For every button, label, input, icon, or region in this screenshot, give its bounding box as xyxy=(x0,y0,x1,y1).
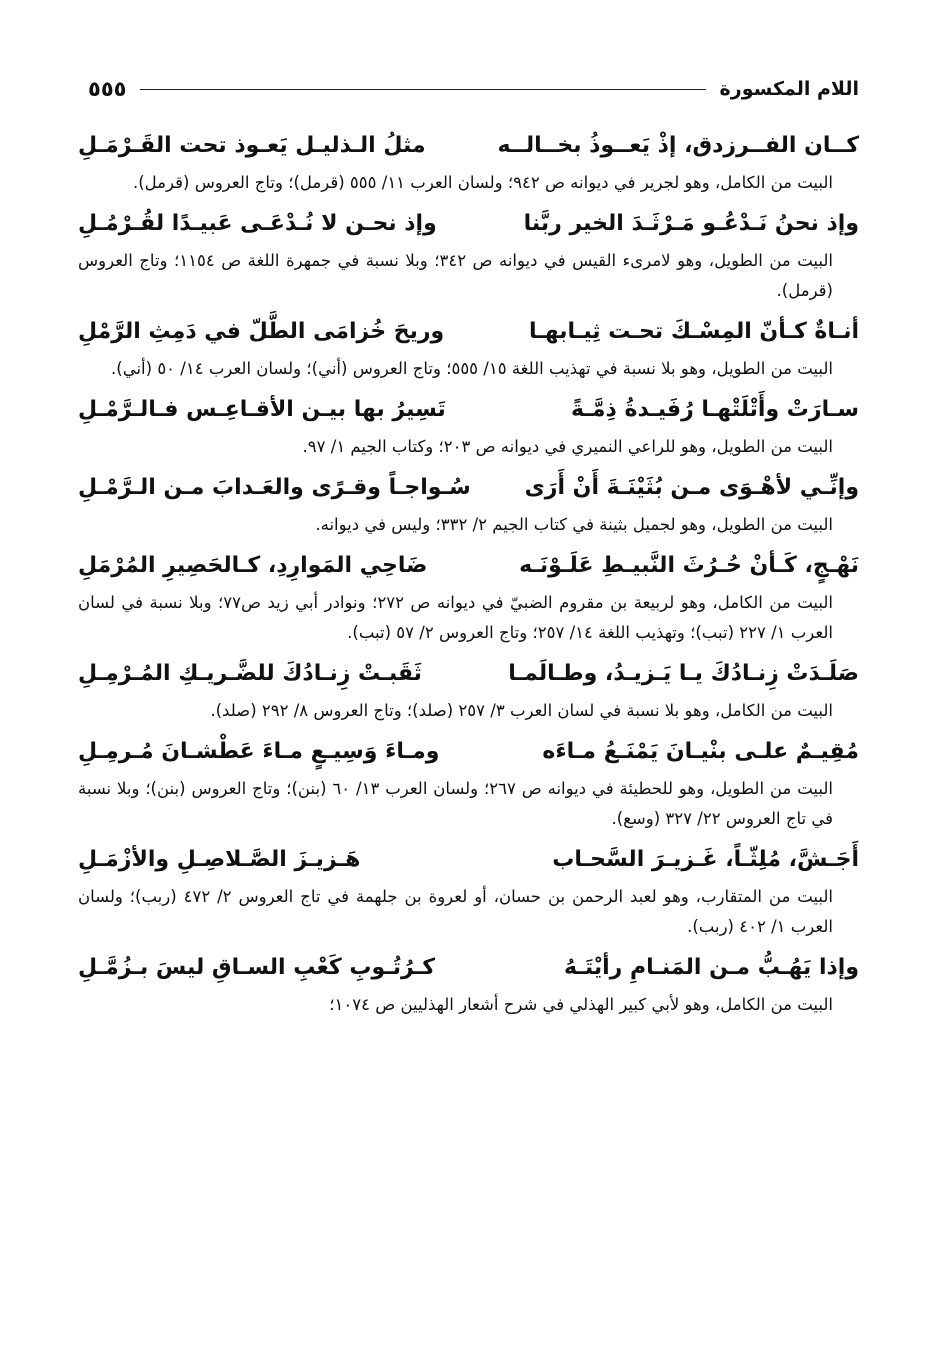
verse-entry xyxy=(78,946,859,1020)
verse-entry xyxy=(78,838,859,942)
verse-line xyxy=(78,946,859,990)
verse-entry xyxy=(78,652,859,726)
verse-note: البيت من الكامل، وهو لجرير في ديوانه ص ٩٤٢؛ ولسان العرب ١١/ ٥٥٥ (قرمل)؛ وتاج العروس (قرمل). xyxy=(133,173,833,192)
verse-line xyxy=(78,124,859,168)
second-hemistich: وإذ نحـن لا نُـدْعَـى عَبيـدًا لقُـرْمُـلِ xyxy=(78,211,437,236)
verse-line xyxy=(78,388,859,432)
first-hemistich: أَجَـشَّ، مُلِثّـاً، غَـزيـرَ السَّحـاب xyxy=(552,847,859,872)
first-hemistich: كــان الفــرزدق، إذْ يَعــوذُ بخــالــه xyxy=(497,133,859,158)
second-hemistich: هَـزيـزَ الصَّـلاصِـلِ والأزْمَـلِ xyxy=(78,847,361,872)
second-hemistich: كـرُتُـوبِ كَعْبِ السـاقِ ليسَ بـزُمَّـلِ xyxy=(78,955,436,980)
first-hemistich: وإذا يَهُـبُّ مـن المَنـامِ رأيْتَـهُ xyxy=(564,955,859,980)
verse-note: البيت من الكامل، وهو لربيعة بن مقروم الضبيّ في ديوانه ص ٢٧٢؛ ونوادر أبي زيد ص٧٧؛ وبلا نسبة في لسان العرب ١/ ٢٢٧ (تبب)؛ وتهذيب اللغة ١٤/ ٢٥٧؛ وتاج العروس ٢/ ٥٧ (تبب). xyxy=(78,593,833,642)
second-hemistich: ثَقَبـتْ زِنـادُكَ للضَّـريـكِ المُـرْمِـلِ xyxy=(78,661,422,686)
header-rule xyxy=(140,89,705,90)
verse-entry xyxy=(78,310,859,384)
page-header xyxy=(88,72,859,106)
first-hemistich: نَهْـجٍ، كَـأنْ حُـرُثَ النَّبيـطِ عَلَـوْنَـه xyxy=(519,553,859,578)
verse-line xyxy=(78,730,859,774)
second-hemistich: مثلُ الـذليـل يَعـوذ تحت القَـرْمَـلِ xyxy=(78,133,426,158)
verse-line xyxy=(78,310,859,354)
verse-line xyxy=(78,544,859,588)
verse-note: البيت من الطويل، وهو لامرىء القيس في ديوانه ص ٣٤٢؛ وبلا نسبة في جمهرة اللغة ص ١١٥٤؛ وتاج العروس (قرمل). xyxy=(78,251,833,300)
verse-note: البيت من الطويل، وهو للحطيئة في ديوانه ص ٢٦٧؛ ولسان العرب ١٣/ ٦٠ (بنن)؛ وتاج العروس (بنن)؛ وبلا نسبة في تاج العروس ٢٢/ ٣٢٧ (وسع). xyxy=(78,779,833,828)
verse-entry xyxy=(78,466,859,540)
first-hemistich: وإنِّـي لأهْـوَى مـن بُثَيْنَـةَ أَنْ أَرَى xyxy=(524,475,859,500)
verse-entry xyxy=(78,202,859,306)
first-hemistich: أنـاةٌ كـأنّ المِسْـكَ تحـت ثِيـابهـا xyxy=(528,319,859,344)
verse-entry xyxy=(78,544,859,648)
verse-note: البيت من الطويل، وهو للراعي النميري في ديوانه ص ٢٠٣؛ وكتاب الجيم ١/ ٩٧. xyxy=(302,437,833,456)
verse-line xyxy=(78,652,859,696)
verse-line xyxy=(78,466,859,510)
verse-entry xyxy=(78,124,859,198)
verse-note: البيت من الكامل، وهو بلا نسبة في لسان العرب ٣/ ٢٥٧ (صلد)؛ وتاج العروس ٨/ ٢٩٢ (صلد). xyxy=(210,701,833,720)
second-hemistich: ومـاءَ وَسِيـعٍ مـاءَ عَطْشـانَ مُـرمِـلِ xyxy=(78,739,440,764)
chapter-title: اللام المكسورة xyxy=(719,78,859,100)
verse-note: البيت من المتقارب، وهو لعبد الرحمن بن حسان، أو لعروة بن جلهمة في تاج العروس ٢/ ٤٧٢ (ربب)؛ ولسان العرب ١/ ٤٠٢ (ربب). xyxy=(78,887,833,936)
first-hemistich: سـارَتْ وأَتْلَتْهـا رُفَيـدةُ ذِمَّـةً xyxy=(571,397,859,422)
second-hemistich: وريحَ خُزامَى الطَّلّ في دَمِثِ الرَّمْلِ xyxy=(78,319,445,344)
first-hemistich: مُقِيـمٌ علـى بنْيـانَ يَمْنَـعُ مـاءَه xyxy=(542,739,859,764)
verse-entry xyxy=(78,730,859,834)
verse-line xyxy=(78,202,859,246)
verse-note: البيت من الكامل، وهو لأبي كبير الهذلي في شرح أشعار الهذليين ص ١٠٧٤؛ xyxy=(329,995,833,1014)
second-hemistich: ضَاحِي المَوارِدِ، كـالحَصِيرِ المُرْمَلِ xyxy=(78,553,428,578)
verse-line xyxy=(78,838,859,882)
page-number: ٥٥٥ xyxy=(88,77,127,101)
verse-note: البيت من الطويل، وهو لجميل بثينة في كتاب الجيم ٢/ ٣٣٢؛ وليس في ديوانه. xyxy=(315,515,833,534)
verse-entries xyxy=(78,124,859,1024)
verse-note: البيت من الطويل، وهو بلا نسبة في تهذيب اللغة ١٥/ ٥٥٥؛ وتاج العروس (أني)؛ ولسان العرب ١٤/ ٥٠ (أني). xyxy=(111,359,833,378)
second-hemistich: سُـواجـاً وقـرًى والعَـدابَ مـن الـرَّمْـلِ xyxy=(78,475,471,500)
verse-entry xyxy=(78,388,859,462)
second-hemistich: تَسِيرُ بها بيـن الأقـاعِـس فـالـرَّمْـلِ xyxy=(78,397,446,422)
first-hemistich: وإذ نحنُ نَـدْعُـو مَـرْثَـدَ الخير ربَّنا xyxy=(523,211,859,236)
first-hemistich: صَلَـدَتْ زِنـادُكَ يـا يَـزيـدُ، وطـالَمـا xyxy=(508,661,859,686)
